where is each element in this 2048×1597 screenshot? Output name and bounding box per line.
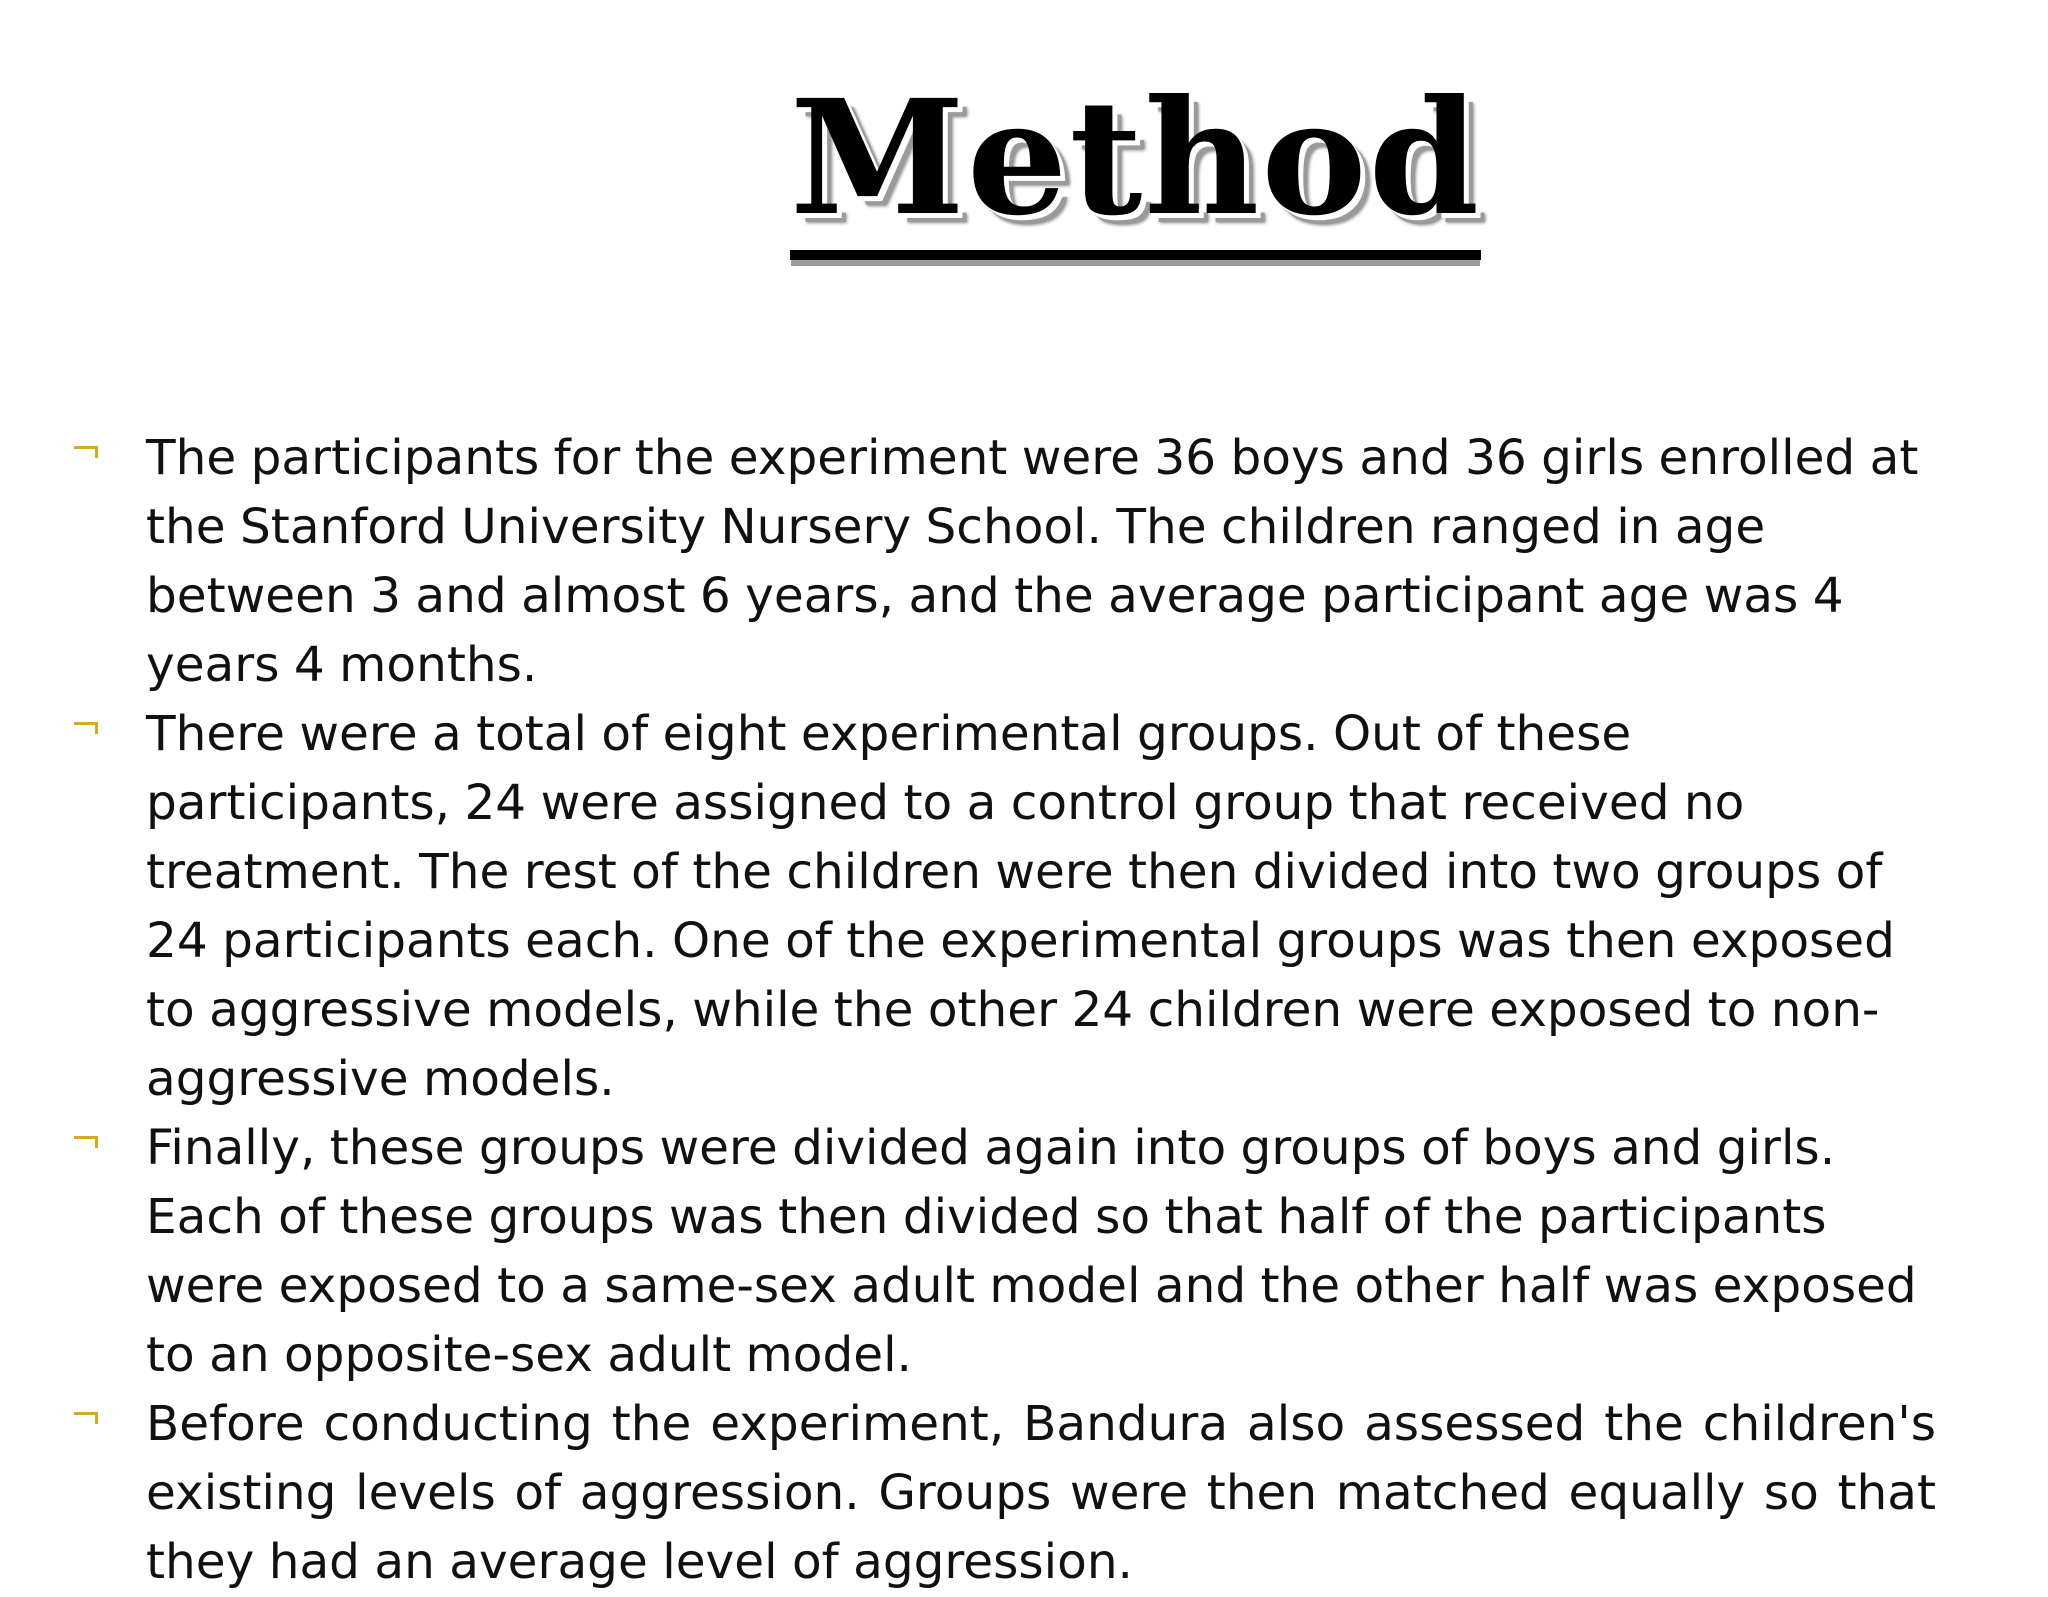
- bullet-item: [66, 424, 1936, 700]
- bullet-item: [66, 1390, 1936, 1597]
- corner-bracket-icon: [74, 446, 100, 462]
- bullet-text: The participants for the experiment were 36 boys and 36 girls enrolled at the Stanford University Nursery School. The children ranged in age between 3 and almost 6 years, and the average participant age was 4 years 4 months.: [146, 430, 1919, 693]
- bullet-text: Before conducting the experiment, Bandura also assessed the children's existing levels of aggression. Groups were then matched equally so that they had an average level of aggression.: [146, 1396, 1936, 1590]
- corner-bracket-icon: [74, 1412, 100, 1428]
- bullet-text: There were a total of eight experimental groups. Out of these participants, 24 were assigned to a control group that received no treatment. The rest of the children were then divided into two groups of 24 participants each. One of the experimental groups was then exposed to aggressive models, while the other 24 children were exposed to non-aggressive models.: [146, 706, 1895, 1107]
- bullet-item: [66, 1114, 1936, 1390]
- bullet-item: [66, 700, 1936, 1114]
- bullet-text: Finally, these groups were divided again into groups of boys and girls. Each of these groups was then divided so that half of the participants were exposed to a same-sex adult model and the other half was exposed to an opposite-sex adult model.: [146, 1120, 1917, 1383]
- title-container: [790, 66, 1482, 260]
- corner-bracket-icon: [74, 1136, 100, 1152]
- corner-bracket-icon: [74, 722, 100, 738]
- slide-title: Method: [790, 80, 1481, 260]
- bullet-list: [66, 424, 1936, 1597]
